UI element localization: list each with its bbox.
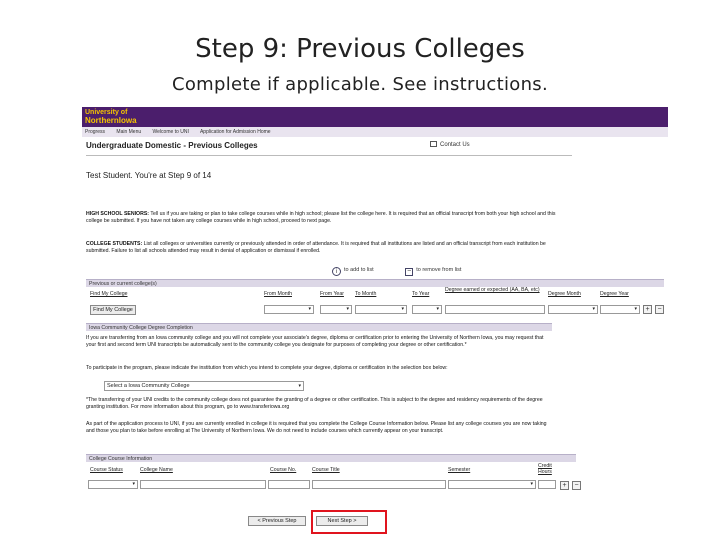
chevron-down-icon: ▾ — [592, 306, 595, 312]
list-legend — [332, 267, 461, 276]
col-course-status: Course Status — [90, 467, 123, 473]
to-month-select[interactable] — [355, 305, 407, 314]
col-credit-hours: Credit Hours — [538, 463, 552, 475]
previous-step-button[interactable]: < Previous Step — [248, 516, 306, 526]
community-college-text-2: To participate in the program, please indicate the institution from which you intend to complete your degree, diploma or certification in the selection box below: — [86, 365, 448, 371]
chevron-down-icon: ▾ — [298, 383, 301, 389]
remove-college-button[interactable]: − — [655, 305, 664, 314]
application-screenshot — [82, 107, 668, 539]
college-instructions — [86, 241, 556, 255]
course-info-section-header: College Course Information — [86, 454, 576, 462]
step-indicator: Test Student. You're at Step 9 of 14 — [86, 171, 212, 180]
col-to-month: To Month — [355, 291, 377, 297]
col-degree-month: Degree Month — [548, 291, 581, 297]
community-college-footnote: *The transferring of your UNI credits to the community college does not guarantee the granting of a degree or other certification. This is subject to the degree and residency requirements of the degree granting institution. For more information about this program, go to www.transferiowa.org — [86, 397, 543, 410]
from-month-select[interactable] — [264, 305, 314, 314]
next-step-highlight-box — [311, 510, 387, 534]
semester-select[interactable] — [448, 480, 536, 489]
col-course-no: Course No. — [270, 467, 297, 473]
logo-line-1: University of — [85, 109, 128, 116]
col-find-college: Find My College — [90, 291, 128, 297]
credit-hours-input[interactable] — [538, 480, 556, 489]
slide-subtitle: Complete if applicable. See instructions. — [171, 74, 548, 95]
contact-us-label: Contact Us — [440, 142, 470, 148]
college-name-input[interactable] — [140, 480, 266, 489]
university-header — [82, 107, 668, 127]
col-degree-earned: Degree earned or expected (AA, BA, etc) — [445, 287, 540, 293]
contact-us-link[interactable] — [430, 141, 470, 148]
add-course-button[interactable]: + — [560, 481, 569, 490]
divider — [86, 155, 572, 156]
to-year-select[interactable] — [412, 305, 442, 314]
col-degree-year: Degree Year — [600, 291, 629, 297]
course-title-input[interactable] — [312, 480, 446, 489]
col-to-year: To Year — [412, 291, 430, 297]
col-college-name: College Name — [140, 467, 173, 473]
community-college-text-1: If you are transferring from an Iowa community college and you will not complete your associate's degree, diploma or certification prior to entering the University of Northern Iowa, you may request that your first and second term UNI transcripts be automatically sent to the community college you designate for purposes of completing your degree or other certification.* — [86, 335, 544, 348]
info-icon: i — [332, 267, 341, 276]
page-title: Undergraduate Domestic - Previous Colleges — [86, 141, 258, 150]
nav-application-home[interactable]: Application for Admission Home — [199, 129, 271, 135]
chevron-down-icon: ▾ — [634, 306, 637, 312]
breadcrumb-nav — [82, 127, 668, 137]
nav-main-menu[interactable]: Main Menu — [116, 129, 142, 135]
chevron-down-icon: ▾ — [436, 306, 439, 312]
high-school-lead: HIGH SCHOOL SENIORS: — [86, 211, 150, 217]
high-school-instructions — [86, 211, 556, 225]
college-text: List all colleges or universities currently or previously attended in order of attendance. It is required that all institutions are listed and an official transcript from each institution be submitted. Failure to list all schools attended may result in denial of application or dismissal if enrolled. — [86, 241, 546, 254]
col-semester: Semester — [448, 467, 471, 473]
from-year-select[interactable] — [320, 305, 352, 314]
community-college-section-header: Iowa Community College Degree Completion — [86, 323, 552, 331]
nav-progress[interactable]: Progress — [85, 129, 106, 135]
add-college-button[interactable]: + — [643, 305, 652, 314]
course-no-input[interactable] — [268, 480, 310, 489]
col-from-month: From Month — [264, 291, 292, 297]
course-info-intro: As part of the application process to UNI, if you are currently enrolled in college it is required that you complete the College Course Information below. Please list any college courses you are now taking and those you plan to take before enrolling at The University of Northern Iowa. We do not need to include courses which currently appear on your transcript. — [86, 421, 547, 434]
col-course-title: Course Title — [312, 467, 340, 473]
col-from-year: From Year — [320, 291, 344, 297]
community-college-select[interactable] — [104, 381, 304, 391]
college-lead: COLLEGE STUDENTS: — [86, 241, 143, 247]
logo-line-2: NorthernIowa — [85, 116, 137, 125]
slide-title: Step 9: Previous Colleges — [195, 34, 525, 64]
mail-icon — [430, 141, 437, 147]
chevron-down-icon: ▾ — [401, 306, 404, 312]
community-college-select-value: Select a Iowa Community College — [107, 383, 190, 389]
chevron-down-icon: ▾ — [346, 306, 349, 312]
next-step-button[interactable]: Next Step > — [316, 516, 368, 526]
find-my-college-button[interactable]: Find My College — [90, 305, 136, 315]
remove-course-button[interactable]: − — [572, 481, 581, 490]
nav-welcome[interactable]: Welcome to UNI — [152, 129, 189, 135]
course-status-select[interactable] — [88, 480, 138, 489]
info-legend-label: to add to list — [344, 267, 374, 273]
previous-colleges-section-header: Previous or current college(s) — [86, 279, 664, 287]
degree-input[interactable] — [445, 305, 545, 314]
high-school-text: Tell us if you are taking or plan to take college courses while in high school; please list the college here. It is required that an official transcript from both your high school and this college be submitted. If you have not taken any college courses while in high school, proceed to next page. — [86, 211, 556, 224]
chevron-down-icon: ▾ — [132, 481, 135, 487]
uni-logo[interactable] — [85, 109, 137, 125]
degree-year-select[interactable] — [600, 305, 640, 314]
degree-month-select[interactable] — [548, 305, 598, 314]
chevron-down-icon: ▾ — [308, 306, 311, 312]
remove-icon: − — [407, 268, 412, 275]
chevron-down-icon: ▾ — [530, 481, 533, 487]
remove-legend-label: to remove from list — [416, 267, 462, 273]
